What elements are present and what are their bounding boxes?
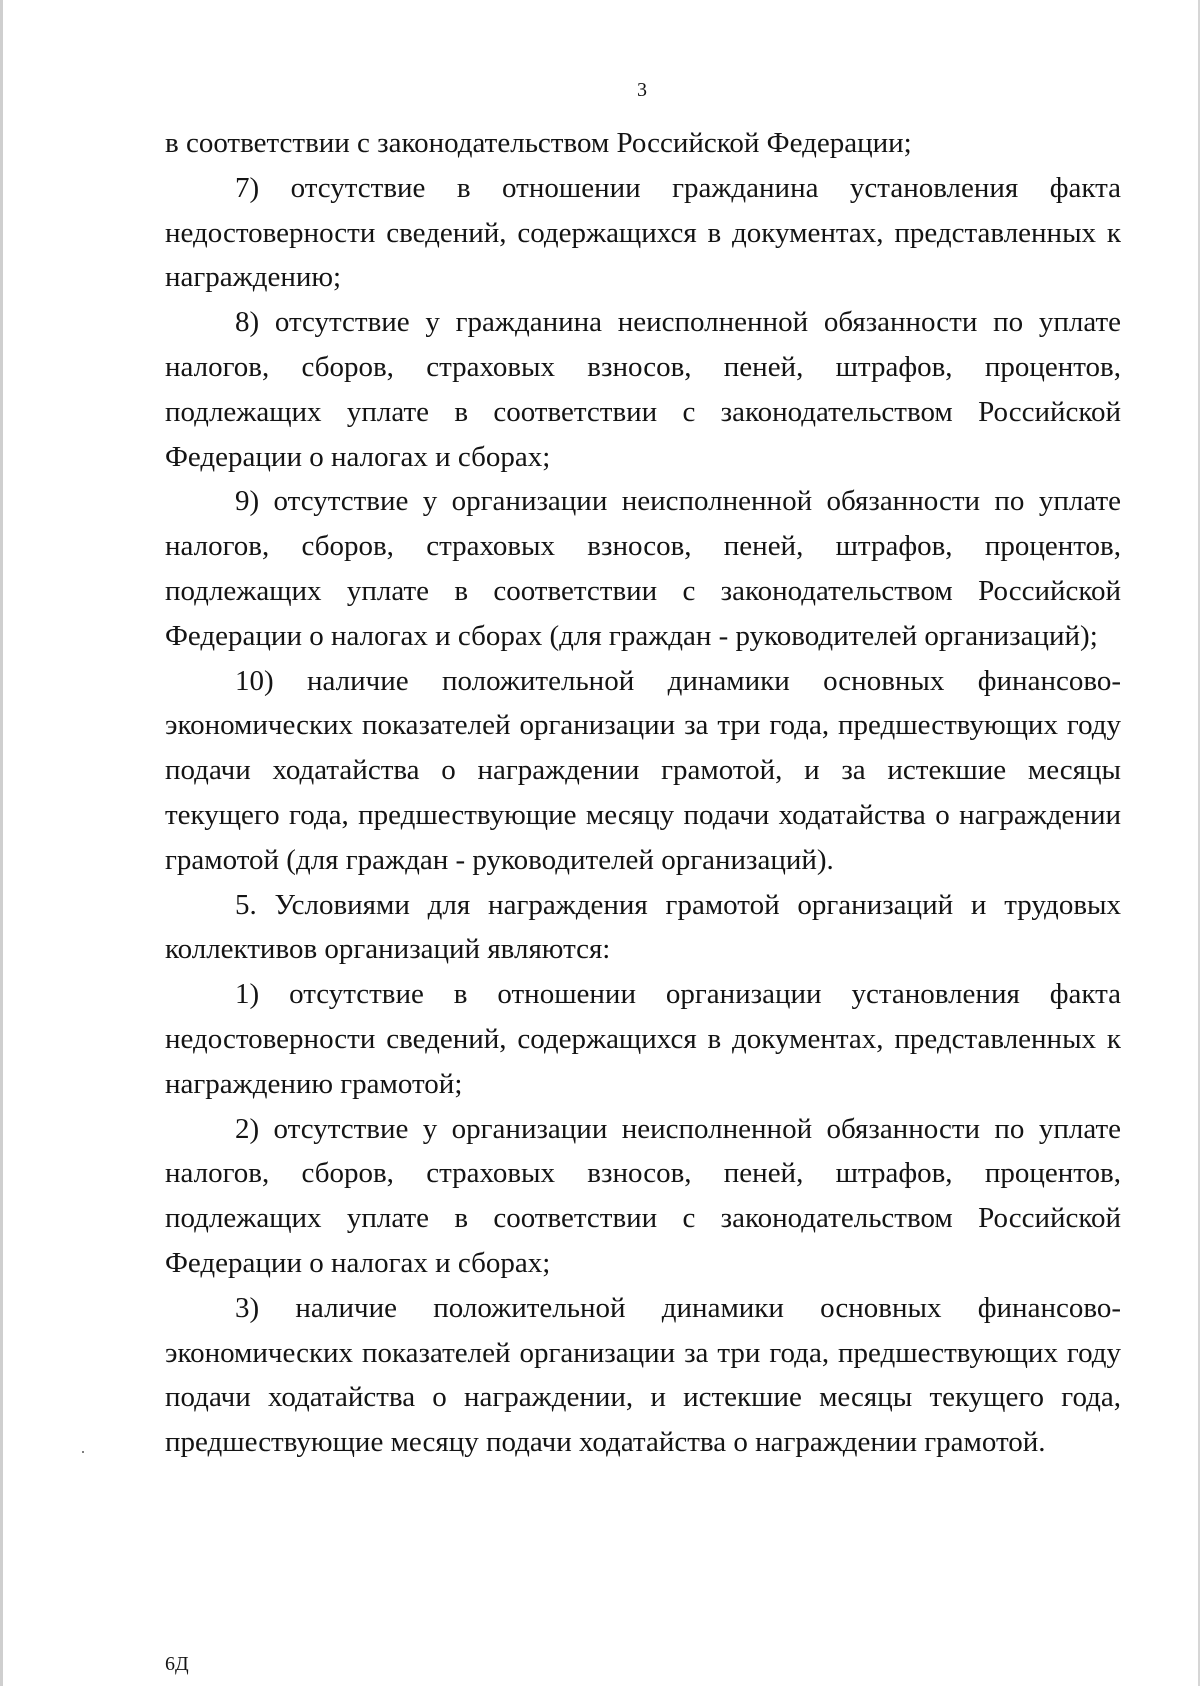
paragraph-subitem-3: 3) наличие положительной динамики основных финансово-экономических показателей организации за три года, предшествующих году подачи ходатайства о награждении, и истекшие месяцы текущего года, предшествующие месяцу подачи ходатайства о награждении грамотой. <box>165 1291 1121 1459</box>
paragraph-section-5: 5. Условиями для награждения грамотой организаций и трудовых коллективов организаций являются: <box>165 888 1121 966</box>
paragraph-subitem-2: 2) отсутствие у организации неисполненной обязанности по уплате налогов, сборов, страховых взносов, пеней, штрафов, процентов, подлежащих уплате в соответствии с законодательством Российской Федерации о налогах и сборах; <box>165 1112 1121 1279</box>
paragraph-item-9: 9) отсутствие у организации неисполненной обязанности по уплате налогов, сборов, страховых взносов, пеней, штрафов, процентов, подлежащих уплате в соответствии с законодательством Российской Федерации о налогах и сборах (для граждан - руководителей организаций); <box>165 485 1121 652</box>
paragraph-subitem-1: 1) отсутствие в отношении организации установления факта недостоверности сведений, содержащихся в документах, представленных к награждению грамотой; <box>165 978 1121 1100</box>
paragraph-item-8: 8) отсутствие у гражданина неисполненной обязанности по уплате налогов, сборов, страховых взносов, пеней, штрафов, процентов, подлежащих уплате в соответствии с законодательством Российской Федерации о налогах и сборах; <box>165 306 1121 473</box>
scan-edge-left <box>0 0 3 1686</box>
document-body <box>165 121 1121 1465</box>
footer-code: 6Д <box>165 1653 189 1675</box>
scan-speck <box>82 1451 84 1453</box>
page-number: 3 <box>637 79 647 101</box>
paragraph-continuation: в соответствии с законодательством Российской Федерации; <box>165 127 912 159</box>
paragraph-item-7: 7) отсутствие в отношении гражданина установления факта недостоверности сведений, содержащихся в документах, представленных к награждению; <box>165 171 1121 294</box>
paragraph-item-10: 10) наличие положительной динамики основных финансово-экономических показателей организации за три года, предшествующих году подачи ходатайства о награждении грамотой, и за истекшие месяцы текущего года, предшествующие месяцу подачи ходатайства о награждении грамотой (для граждан - руководителей организаций). <box>165 664 1121 876</box>
